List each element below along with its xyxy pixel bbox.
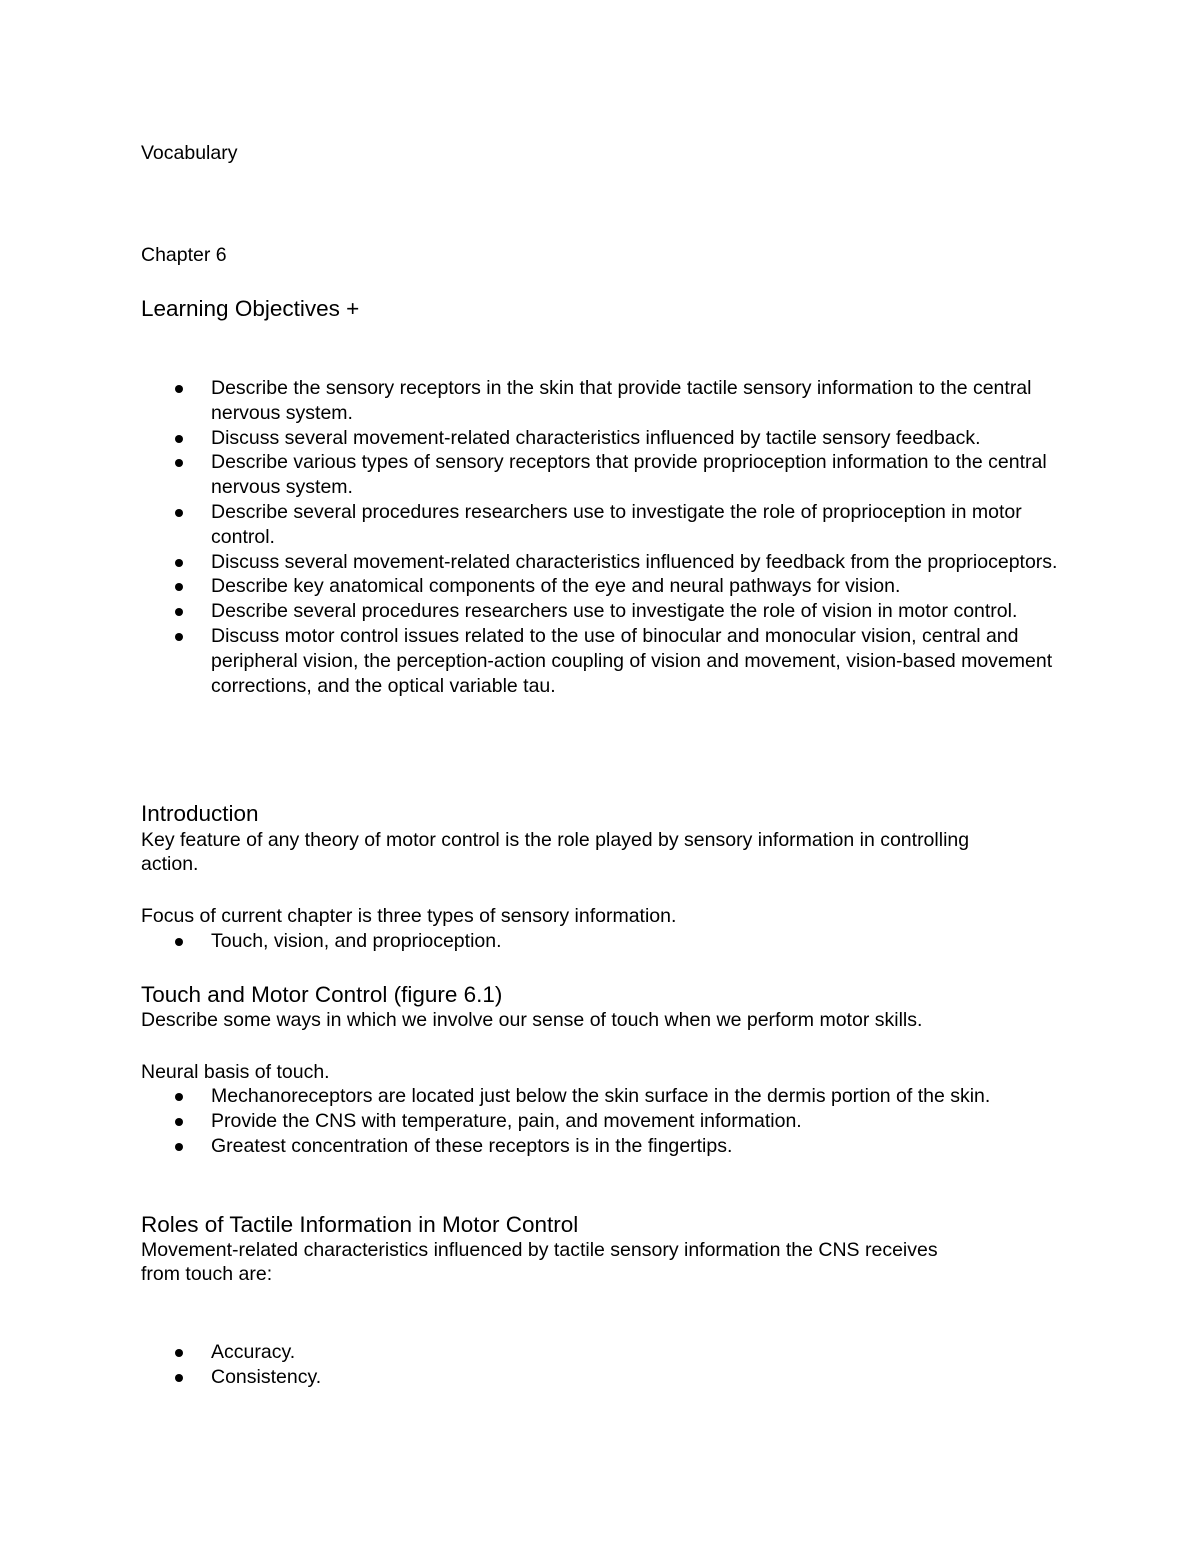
roles-text-line-1: Movement-related characteristics influenced by tactile sensory information the CNS receives bbox=[141, 1239, 938, 1261]
vocabulary-label: Vocabulary bbox=[141, 142, 238, 164]
bullet-icon bbox=[175, 1349, 183, 1357]
list-item bbox=[141, 929, 1061, 954]
bullet-icon bbox=[175, 633, 183, 641]
list-item bbox=[141, 550, 1061, 575]
list-item bbox=[141, 500, 1061, 550]
bullet-icon bbox=[175, 1118, 183, 1126]
bullet-icon bbox=[175, 1093, 183, 1101]
list-item-text: Provide the CNS with temperature, pain, and movement information. bbox=[211, 1109, 802, 1132]
bullet-icon bbox=[175, 385, 183, 393]
bullet-icon bbox=[175, 559, 183, 567]
bullet-icon bbox=[175, 1143, 183, 1151]
touch-text: Describe some ways in which we involve our sense of touch when we perform motor skills. bbox=[141, 1009, 923, 1031]
list-item-text: Describe key anatomical components of the eye and neural pathways for vision. bbox=[211, 575, 901, 598]
list-item-text: Consistency. bbox=[211, 1365, 322, 1388]
chapter-label: Chapter 6 bbox=[141, 244, 227, 266]
bullet-icon bbox=[175, 435, 183, 443]
list-item-text: Touch, vision, and proprioception. bbox=[211, 930, 502, 952]
list-item-text: Greatest concentration of these receptors is in the fingertips. bbox=[211, 1134, 733, 1157]
roles-heading: Roles of Tactile Information in Motor Control bbox=[141, 1212, 579, 1237]
list-item-text: Accuracy. bbox=[211, 1341, 296, 1363]
objectives-list bbox=[141, 376, 1071, 698]
list-item-text: Discuss several movement-related characteristics influenced by tactile sensory feedback. bbox=[211, 426, 981, 449]
neural-basis-text: Neural basis of touch. bbox=[141, 1061, 330, 1083]
list-item bbox=[141, 450, 1061, 500]
list-item bbox=[141, 1340, 1061, 1365]
bullet-icon bbox=[175, 509, 183, 517]
neural-basis-list bbox=[141, 1084, 1071, 1158]
list-item bbox=[141, 1134, 1061, 1159]
introduction-heading: Introduction bbox=[141, 801, 259, 826]
list-item bbox=[141, 1365, 1061, 1390]
list-item bbox=[141, 599, 1061, 624]
list-item bbox=[141, 1084, 1061, 1109]
touch-heading: Touch and Motor Control (figure 6.1) bbox=[141, 982, 503, 1007]
list-item bbox=[141, 376, 1061, 426]
roles-text-line-2: from touch are: bbox=[141, 1263, 273, 1285]
list-item-text: Describe several procedures researchers use to investigate the role of proprioception in motor control. bbox=[211, 500, 1022, 548]
list-item bbox=[141, 426, 1061, 451]
bullet-icon bbox=[175, 583, 183, 591]
list-item-text: Describe several procedures researchers use to investigate the role of vision in motor control. bbox=[211, 600, 1018, 623]
list-item-text: Describe the sensory receptors in the skin that provide tactile sensory information to the central nervous system. bbox=[211, 377, 1032, 424]
introduction-text-line-1: Key feature of any theory of motor control is the role played by sensory information in controlling bbox=[141, 829, 970, 851]
objectives-heading: Learning Objectives + bbox=[141, 296, 360, 321]
focus-list bbox=[141, 929, 1071, 954]
list-item bbox=[141, 574, 1061, 599]
bullet-icon bbox=[175, 938, 183, 946]
list-item bbox=[141, 624, 1061, 698]
list-item-text: Discuss several movement-related characteristics influenced by feedback from the proprioceptors. bbox=[211, 550, 1058, 573]
bullet-icon bbox=[175, 608, 183, 616]
list-item bbox=[141, 1109, 1061, 1134]
bullet-icon bbox=[175, 459, 183, 467]
roles-list bbox=[141, 1340, 1071, 1390]
list-item-text: Discuss motor control issues related to the use of binocular and monocular vision, central and peripheral vision, the perception-action coupling of vision and movement, vision-based movement corrections, and the optical variable tau. bbox=[211, 624, 1053, 697]
bullet-icon bbox=[175, 1374, 183, 1382]
list-item-text: Describe various types of sensory receptors that provide proprioception information to the central nervous system. bbox=[211, 451, 1047, 499]
focus-text: Focus of current chapter is three types of sensory information. bbox=[141, 905, 677, 927]
introduction-text-line-2: action. bbox=[141, 853, 199, 875]
list-item-text: Mechanoreceptors are located just below the skin surface in the dermis portion of the skin. bbox=[211, 1085, 991, 1107]
